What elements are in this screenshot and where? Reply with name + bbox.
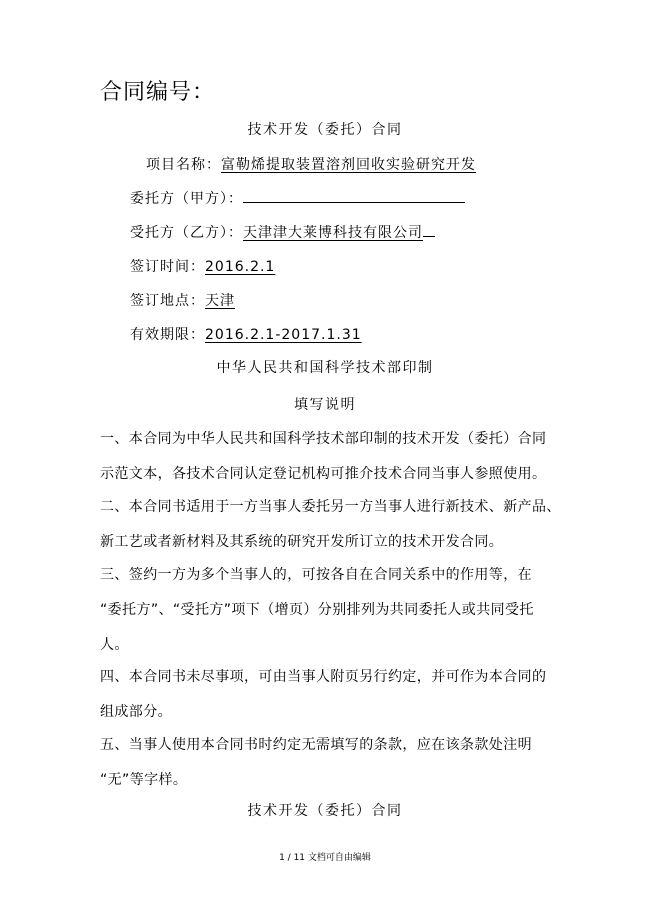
instruction-line: 二、本合同书适用于一方当事人委托另一方当事人进行新技术、新产品、 [100, 499, 561, 515]
contract-number-label: 合同编号： [100, 80, 216, 105]
project-name-field [146, 155, 476, 175]
sign-place-value: 天津 [205, 293, 235, 309]
client-blank-line [243, 190, 465, 203]
instruction-line: 四、本合同书未尽事项，可由当事人附页另行约定，并可作为本合同的 [100, 669, 547, 685]
instruction-item-4 [100, 667, 572, 737]
contractor-value: 天津津大莱博科技有限公司 [243, 225, 423, 241]
contractor-label: 受托方（乙方）： [130, 225, 243, 241]
validity-label: 有效期限： [130, 327, 205, 343]
project-name-label: 项目名称： [146, 157, 221, 173]
instruction-line: “无”等字样。 [100, 772, 188, 788]
sign-date-value: 2016.2.1 [205, 259, 276, 275]
printer-line: 中华人民共和国科学技术部印制 [216, 360, 434, 376]
contractor-trailing-line [423, 224, 435, 237]
page-footer: 1 / 11 文档可自由编辑 [279, 853, 371, 863]
contractor-field [130, 223, 435, 243]
sign-place-field [130, 291, 235, 311]
instruction-line: 人。 [100, 637, 129, 653]
instruction-line: 五、当事人使用本合同书时约定无需填写的条款，应在该条款处注明 [100, 737, 532, 753]
sign-date-label: 签订时间： [130, 259, 205, 275]
instruction-line: 新工艺或者新材料及其系统的研究开发所订立的技术开发合同。 [100, 534, 504, 550]
instruction-line: 三、签约一方为多个当事人的，可按各自在合同关系中的作用等，在 [100, 567, 532, 583]
instruction-item-3 [100, 565, 572, 670]
instruction-line: 一、本合同为中华人民共和国科学技术部印制的技术开发（委托）合同 [100, 431, 547, 447]
sign-place-label: 签订地点： [130, 293, 205, 309]
client-field [130, 189, 465, 209]
sign-date-field [130, 257, 275, 277]
contract-title: 技术开发（委托）合同 [247, 122, 403, 138]
instruction-item-5 [100, 735, 572, 805]
instruction-line: 示范文本，各技术合同认定登记机构可推介技术合同当事人参照使用。 [100, 466, 547, 482]
instructions-title: 填写说明 [294, 397, 356, 413]
instruction-item-2 [100, 497, 572, 567]
instruction-line: “委托方”、“受托方”项下（增页）分别排列为共同委托人或共同受托 [100, 602, 534, 618]
project-name-value: 富勒烯提取装置溶剂回收实验研究开发 [221, 157, 476, 173]
validity-field [130, 325, 362, 345]
client-label: 委托方（甲方）： [130, 191, 243, 207]
contract-title-bottom: 技术开发（委托）合同 [247, 803, 403, 819]
instruction-item-1 [100, 429, 572, 499]
instruction-line: 组成部分。 [100, 704, 172, 720]
validity-value: 2016.2.1-2017.1.31 [205, 327, 362, 343]
